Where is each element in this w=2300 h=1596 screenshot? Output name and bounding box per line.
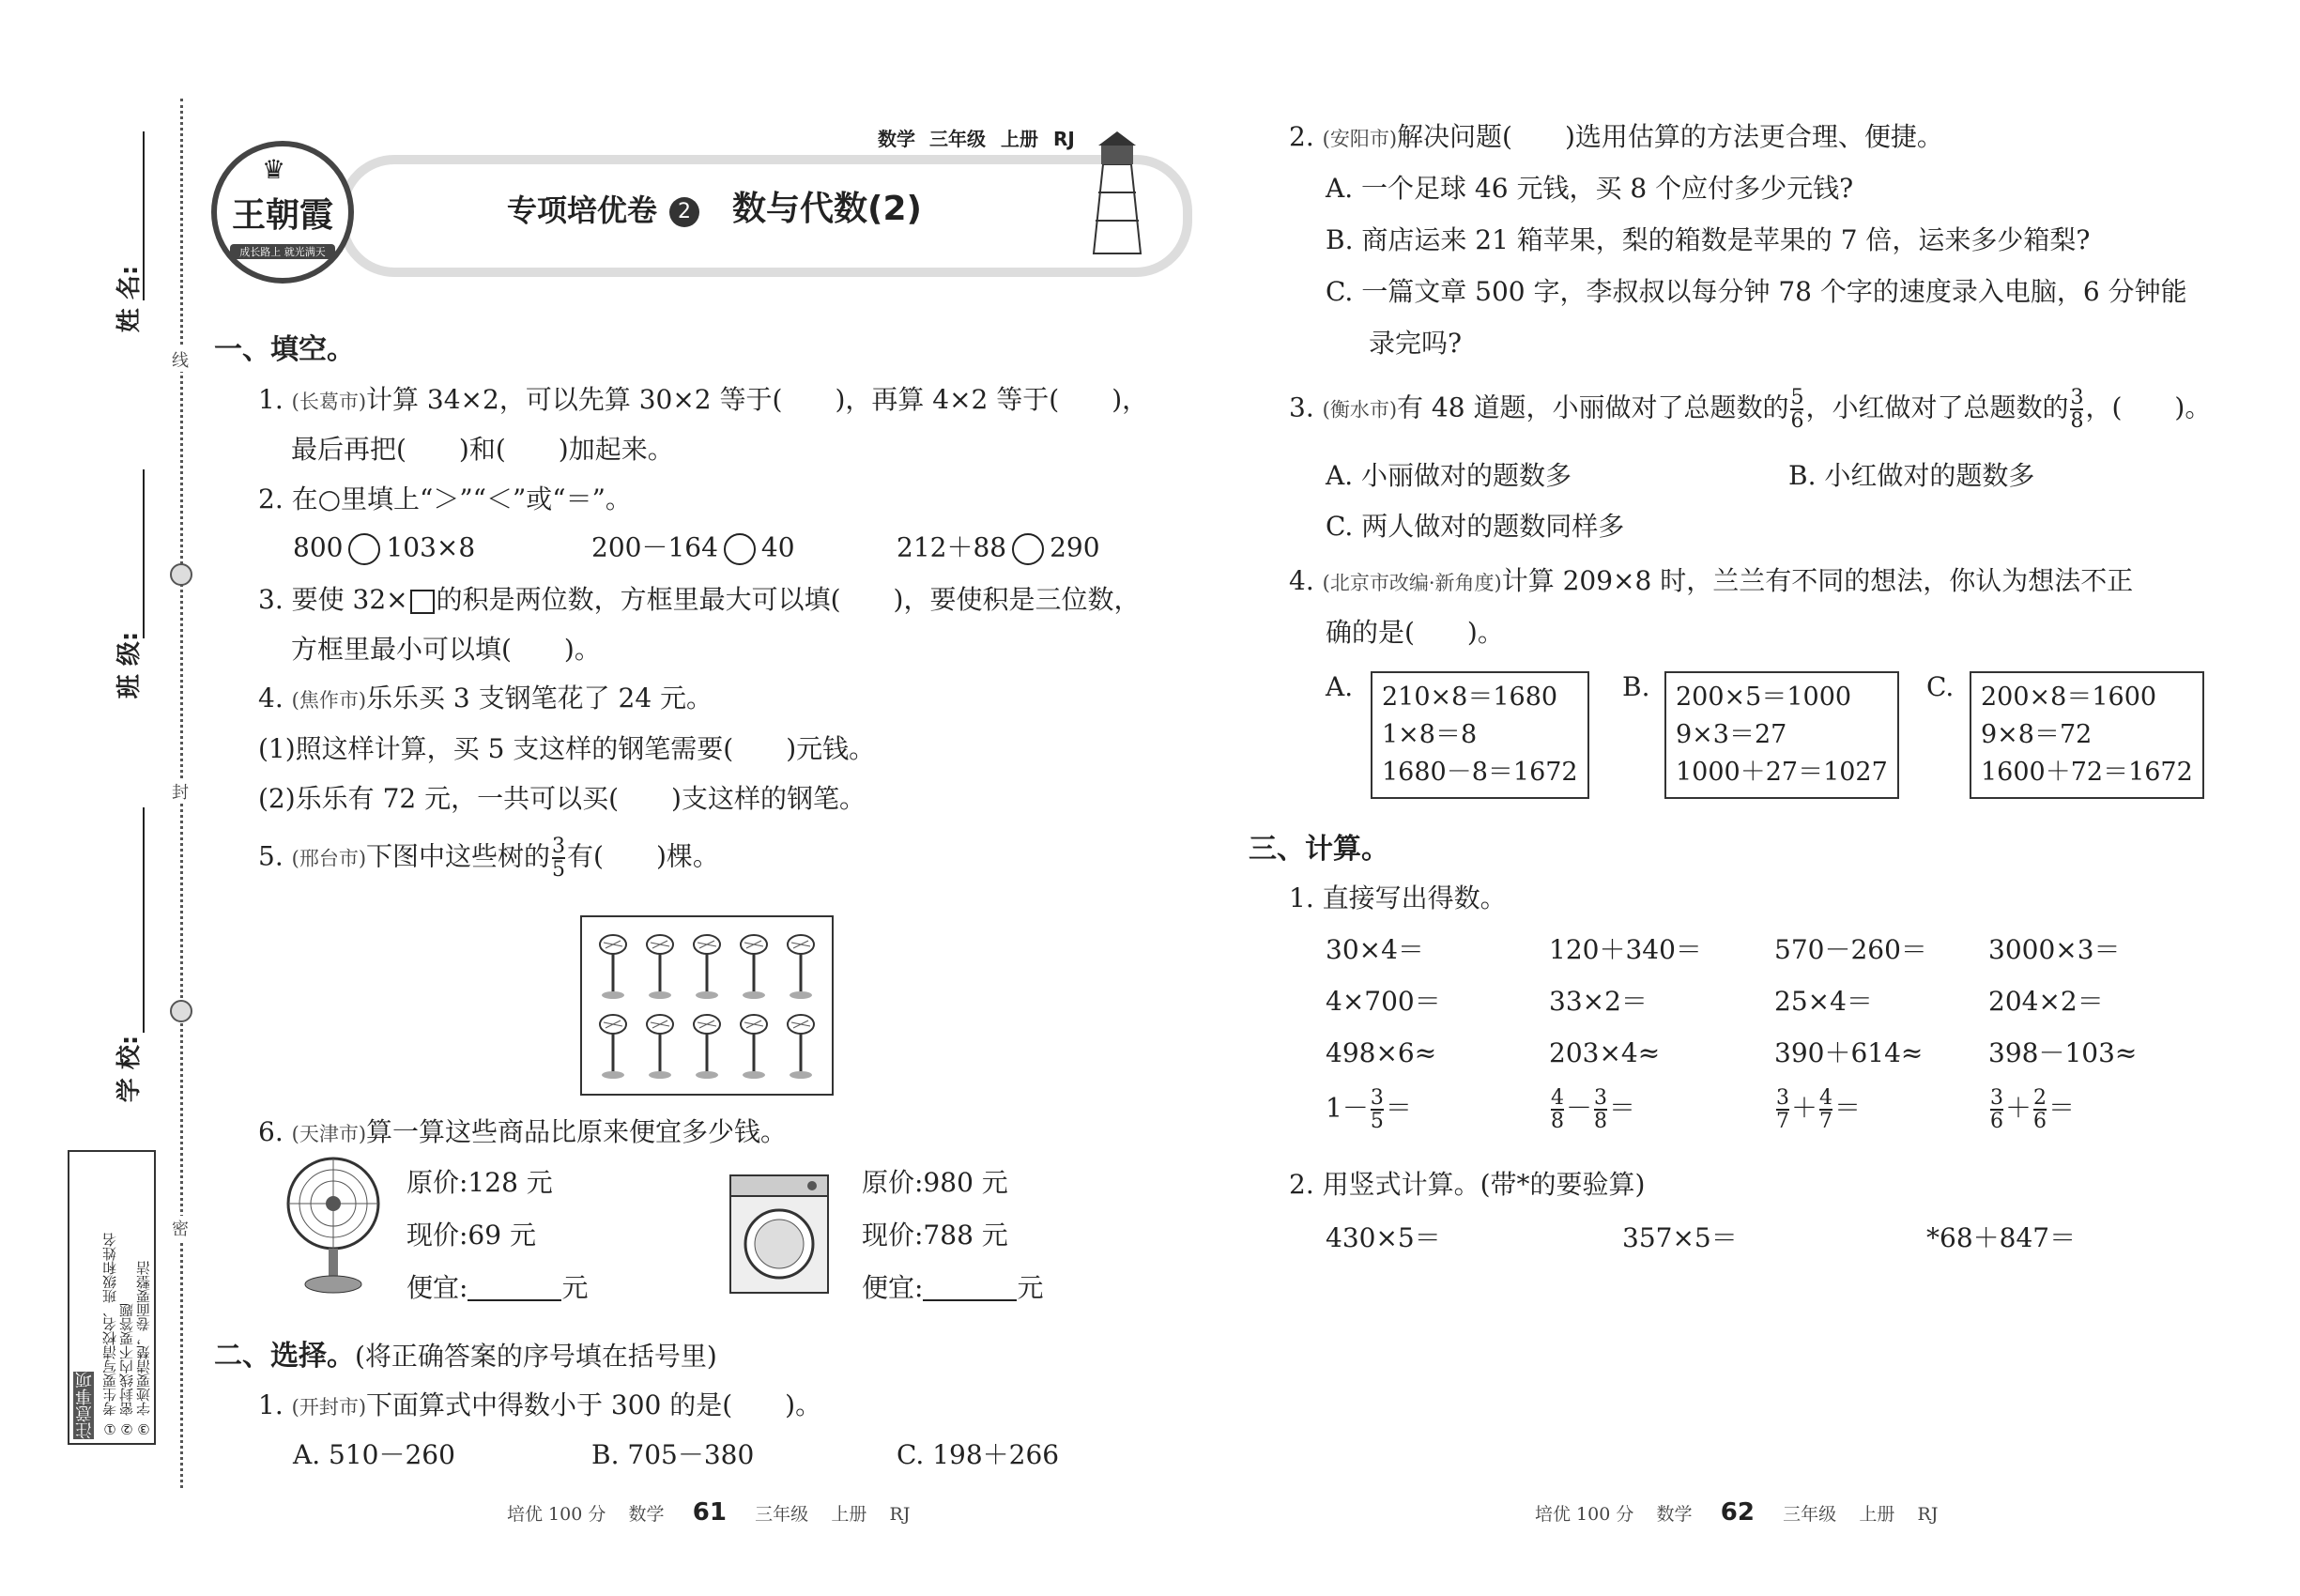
- footer-left-book: 培优 100 分: [507, 1504, 606, 1525]
- s3-option-a: A. 小丽做对的题数多: [1326, 460, 1572, 491]
- s1-num: 1.: [258, 1389, 284, 1420]
- frac-a: [1776, 1087, 1789, 1132]
- q2-text: 2. 在○里填上“＞”“＜”或“＝”。: [258, 483, 632, 514]
- q6-source: (天津市): [291, 1123, 367, 1145]
- tree-icon: [636, 927, 683, 1006]
- q5-text-b: 有( )棵。: [567, 840, 719, 872]
- tree-icon: [590, 1006, 636, 1086]
- frac-op: ＋: [1791, 1092, 1818, 1124]
- header-tag-term: 上册: [1001, 128, 1038, 150]
- tree-icon: [777, 927, 824, 1006]
- s4-text-a: 计算 209×8 时，兰兰有不同的想法，你认为想法不正: [1501, 565, 2134, 596]
- frac-den: 5: [1370, 1110, 1384, 1134]
- frac-num: 4: [1819, 1086, 1833, 1110]
- s2-num: 2.: [1289, 121, 1314, 152]
- q1-num: 1.: [258, 384, 284, 415]
- washer-save: [862, 1272, 1044, 1303]
- frac-b: [2033, 1087, 2047, 1132]
- s3-num: 3.: [1289, 391, 1314, 423]
- frac-den: 8: [1594, 1110, 1608, 1134]
- header-tag-subject: 数学: [878, 128, 915, 150]
- c1-r2-1: 4×700＝: [1326, 986, 1441, 1017]
- s3-fraction-2: [2070, 387, 2083, 432]
- q3-text-a2: 的积是两位数，方框里最大可以填( )，要使积是三位数，: [436, 584, 1141, 615]
- fan-save-label: 便宜:: [406, 1272, 468, 1303]
- q4-text: 乐乐买 3 支钢笔花了 24 元。: [366, 683, 713, 714]
- q5-num: 5.: [258, 840, 284, 872]
- brand-crown-icon: ♛: [262, 154, 286, 185]
- trees-grid: [590, 927, 824, 1086]
- fan-now-price: 现价:69 元: [406, 1220, 536, 1251]
- s4-box-a-line: 1×8＝8: [1382, 720, 1478, 749]
- page-title-num: 2: [678, 200, 691, 223]
- s3-f1-num: 5: [1790, 386, 1804, 409]
- q2-item-3-right: 290: [1050, 531, 1100, 563]
- tree-icon: [730, 1006, 777, 1086]
- frac-b: [1594, 1087, 1607, 1132]
- frac-num: 3: [1370, 1086, 1384, 1110]
- section-1-title: 一、填空。: [214, 333, 355, 366]
- brand-logo: [211, 141, 354, 284]
- s3-f1-den: 6: [1790, 409, 1804, 434]
- notes-title: 注意事项: [75, 1372, 95, 1439]
- class-line: [143, 469, 145, 638]
- fan-image: [282, 1155, 385, 1296]
- frac-op: ＋: [2005, 1092, 2032, 1124]
- c1-r1-4: 3000×3＝: [1988, 934, 2121, 965]
- footer-right: [1535, 1500, 1938, 1525]
- q5-frac-num: 3: [552, 835, 566, 858]
- footer-right-book: 培优 100 分: [1535, 1504, 1634, 1525]
- s4-source: (北京市改编·新角度): [1322, 572, 1502, 594]
- q3-text-a: [258, 584, 1141, 615]
- washer-orig-price: 原价:980 元: [862, 1167, 1008, 1198]
- section-2-title: [214, 1340, 717, 1373]
- c1-r3-4: 398－103≈: [1988, 1037, 2138, 1068]
- s1-source: (开封市): [291, 1396, 367, 1419]
- frac-a: [1551, 1087, 1564, 1132]
- c1-r2-4: 204×2＝: [1988, 986, 2104, 1017]
- frac-den: 8: [1551, 1110, 1564, 1134]
- q5-frac-den: 5: [552, 858, 566, 882]
- s4-box-b: [1664, 671, 1899, 799]
- q3-text-b: 方框里最小可以填( )。: [291, 634, 601, 665]
- washer-save-unit: 元: [1017, 1272, 1044, 1303]
- frac-whole: 1: [1326, 1092, 1342, 1124]
- tree-icon: [636, 1006, 683, 1086]
- s4-box-b-line: 1000＋27＝1027: [1676, 758, 1888, 787]
- trees-figure: [580, 915, 834, 1096]
- s2-option-a: A. 一个足球 46 元钱，买 8 个应付多少元钱?: [1326, 173, 1854, 204]
- s3: [1289, 387, 2211, 432]
- frac-op: －: [1566, 1092, 1593, 1124]
- c2-text: [1289, 1169, 1646, 1200]
- frac-den: 6: [1990, 1110, 2003, 1134]
- s1-option-b: B. 705－380: [591, 1439, 755, 1470]
- s4-box-c-line: 1600＋72＝1672: [1981, 758, 2193, 787]
- frac-num: 2: [2033, 1086, 2047, 1110]
- fan-save-unit: 元: [561, 1272, 589, 1303]
- c1-r1-3: 570－260＝: [1774, 934, 1927, 965]
- q6: [258, 1116, 788, 1147]
- s3-f2-num: 3: [2070, 386, 2084, 409]
- binding-mark-seal: 封: [172, 779, 189, 804]
- section-2-label: 二、选择。: [214, 1340, 355, 1373]
- frac-op: －: [1342, 1092, 1369, 1124]
- footer-right-term: 上册: [1859, 1504, 1895, 1525]
- lighthouse-icon: [1075, 127, 1159, 258]
- s3-text-c: ，( )。: [2085, 391, 2212, 423]
- q2-item-1: [293, 533, 475, 565]
- c1-r3-2: 203×4≈: [1549, 1037, 1661, 1068]
- fan-save-blank[interactable]: [468, 1279, 561, 1301]
- frac-num: 3: [1594, 1086, 1608, 1110]
- s4-box-c: [1970, 671, 2204, 799]
- s4-box-b-line: 200×5＝1000: [1676, 683, 1852, 712]
- footer-right-edition: RJ: [1917, 1504, 1939, 1525]
- s3-text-b: ，小红做对了总题数的: [1805, 391, 2069, 423]
- s4-box-b-line: 9×3＝27: [1676, 720, 1787, 749]
- c1-r2-2: 33×2＝: [1549, 986, 1648, 1017]
- s2-option-b: B. 商店运来 21 箱苹果，梨的箱数是苹果的 7 倍，运来多少箱梨?: [1326, 224, 2091, 255]
- c2-item-1: 430×5＝: [1326, 1222, 1441, 1253]
- q2-item-3-left: 212＋88: [897, 531, 1007, 563]
- q2-item-1-left: 800: [293, 531, 344, 563]
- tree-icon: [683, 1006, 730, 1086]
- notes-item-3: ③ 字迹要清楚，卷面要整洁: [135, 1261, 152, 1437]
- s2-option-c: C. 一篇文章 500 字，李叔叔以每分钟 78 个字的速度录入电脑，6 分钟能: [1326, 276, 2187, 307]
- s4-box-c-label: C.: [1926, 671, 1955, 702]
- c2-item-2: 357×5＝: [1622, 1222, 1738, 1253]
- q5-source: (邢台市): [291, 847, 367, 870]
- page-title-prefix: 专项培优卷: [507, 192, 658, 228]
- s4-box-a-line: 1680－8＝1672: [1382, 758, 1578, 787]
- notes-box: [68, 1150, 156, 1445]
- frac-eq: ＝: [1834, 1092, 1862, 1124]
- s1: [258, 1389, 822, 1420]
- c1-r3-3: 390＋614≈: [1774, 1037, 1924, 1068]
- frac-num: 3: [1776, 1086, 1789, 1110]
- s2-source: (安阳市): [1322, 128, 1398, 150]
- s3-option-c: C. 两人做对的题数同样多: [1326, 511, 1625, 542]
- page-title-badge: [669, 197, 699, 227]
- tree-icon: [683, 927, 730, 1006]
- tree-icon: [777, 1006, 824, 1086]
- q4-sub-2: (2)乐乐有 72 元，一共可以买( )支这样的钢笔。: [258, 783, 866, 814]
- brand-name: 王朝霞: [231, 195, 333, 235]
- frac-num: 3: [1990, 1086, 2003, 1110]
- s3-option-b: B. 小红做对的题数多: [1788, 460, 2035, 491]
- s4-box-a-line: 210×8＝1680: [1382, 683, 1558, 712]
- s1-text: 下面算式中得数小于 300 的是( )。: [366, 1389, 822, 1420]
- tree-icon: [590, 927, 636, 1006]
- c1-text: 1. 直接写出得数。: [1289, 882, 1507, 913]
- c2-item-3: *68＋847＝: [1926, 1222, 2077, 1253]
- header-tag-edition: RJ: [1053, 128, 1075, 150]
- q4-sub-1: (1)照这样计算，买 5 支这样的钢笔需要( )元钱。: [258, 733, 876, 764]
- s3-fraction-1: [1790, 387, 1803, 432]
- washer-now-price: 现价:788 元: [862, 1220, 1008, 1251]
- footer-left-term: 上册: [831, 1504, 867, 1525]
- compare-circle[interactable]: [1012, 533, 1044, 565]
- q1-source: (长葛市): [291, 391, 367, 413]
- binding-mark-line: 线: [172, 347, 189, 372]
- footer-left-edition: RJ: [889, 1504, 911, 1525]
- notes-item-2: ② 密封线内不要答题: [118, 1303, 135, 1437]
- q2-item-2-right: 40: [760, 531, 795, 563]
- header-tag-grade: 三年级: [929, 128, 986, 150]
- s3-text-a: 有 48 道题，小丽做对了总题数的: [1397, 391, 1789, 423]
- q1-text-b: 最后再把( )和( )加起来。: [291, 434, 674, 465]
- binding-class-label: 班 级:: [115, 631, 145, 699]
- q5: [258, 836, 719, 881]
- q5-fraction: [552, 836, 565, 881]
- frac-eq: ＝: [1609, 1092, 1636, 1124]
- s1-option-c: C. 198＋266: [897, 1439, 1060, 1470]
- q2-item-3: [897, 533, 1100, 565]
- footer-left: [507, 1500, 910, 1525]
- frac-eq: ＝: [1385, 1092, 1412, 1124]
- school-line: [143, 807, 145, 1033]
- c1-r4-4: [1988, 1087, 2075, 1132]
- washing-machine-image: [723, 1164, 836, 1296]
- q6-text: 算一算这些商品比原来便宜多少钱。: [366, 1116, 788, 1147]
- c2-note: (带*的要验算): [1480, 1169, 1646, 1200]
- compare-circle[interactable]: [348, 533, 380, 565]
- s4-box-c-line: 9×8＝72: [1981, 720, 2093, 749]
- s4-box-a: [1371, 671, 1589, 799]
- s4-num: 4.: [1289, 565, 1314, 596]
- s4-box-c-line: 200×8＝1600: [1981, 683, 2157, 712]
- binding-mark-secret: 密: [172, 1216, 189, 1240]
- s4-text-b: 确的是( )。: [1326, 617, 1504, 648]
- footer-left-grade: 三年级: [755, 1504, 809, 1525]
- binding-name-label: 姓 名:: [115, 265, 145, 333]
- s1-option-a: A. 510－260: [293, 1439, 455, 1470]
- c2-label: 2. 用竖式计算。: [1289, 1169, 1480, 1200]
- q4-source: (焦作市): [291, 689, 367, 712]
- section-3-title: 三、计算。: [1249, 833, 1389, 866]
- fan-save: [406, 1272, 589, 1303]
- frac-num: 4: [1551, 1086, 1564, 1110]
- frac-b: [1819, 1087, 1832, 1132]
- q6-num: 6.: [258, 1116, 284, 1147]
- frac-den: 7: [1776, 1110, 1789, 1134]
- s3-source: (衡水市): [1322, 398, 1398, 422]
- q2-item-1-right: 103×8: [386, 531, 476, 563]
- footer-right-subject: 数学: [1656, 1504, 1693, 1525]
- q2-item-2-left: 200－164: [591, 531, 718, 563]
- c1-r3-1: 498×6≈: [1326, 1037, 1437, 1068]
- frac-a: [1990, 1087, 2003, 1132]
- s2-text: 解决问题( )选用估算的方法更合理、便捷。: [1397, 121, 1943, 152]
- brand-tag: 成长路上 就光满天: [230, 244, 335, 259]
- q3-text-a1: 3. 要使 32×: [258, 584, 408, 615]
- s4: [1289, 565, 2134, 596]
- s2-option-c-cont: 录完吗?: [1369, 328, 1463, 359]
- footer-left-subject: 数学: [628, 1504, 665, 1525]
- washer-save-blank[interactable]: [923, 1279, 1017, 1301]
- q1-text-a: 计算 34×2，可以先算 30×2 等于( )，再算 4×2 等于( )，: [366, 384, 1149, 415]
- frac-eq: ＝: [2048, 1092, 2076, 1124]
- footer-left-page: 61: [692, 1498, 727, 1527]
- notes-item-1: ① 考生要写清校名、班级和姓名: [101, 1233, 118, 1437]
- c1-r1-2: 120＋340＝: [1549, 934, 1702, 965]
- footer-right-page: 62: [1720, 1498, 1755, 1527]
- q4: [258, 685, 713, 712]
- c1-r1-1: 30×4＝: [1326, 934, 1424, 965]
- section-2-note: (将正确答案的序号填在括号里): [355, 1341, 717, 1372]
- s2: [1289, 121, 1943, 152]
- q5-text-a: 下图中这些树的: [366, 840, 551, 872]
- c1-r4-3: [1774, 1087, 1861, 1132]
- s3-f2-den: 8: [2070, 409, 2084, 434]
- binding-seal-icon-2: [170, 1000, 192, 1022]
- fan-orig-price: 原价:128 元: [406, 1167, 553, 1198]
- c1-r4-2: [1549, 1087, 1635, 1132]
- tree-icon: [730, 927, 777, 1006]
- c1-r2-3: 25×4＝: [1774, 986, 1873, 1017]
- frac-den: 6: [2033, 1110, 2047, 1134]
- c1-r4-1: [1326, 1087, 1412, 1132]
- q2-item-2: [591, 533, 795, 565]
- binding-seal-icon: [170, 563, 192, 586]
- compare-circle[interactable]: [724, 533, 756, 565]
- q4-num: 4.: [258, 683, 284, 714]
- page-title-main: 数与代数(2): [732, 190, 922, 228]
- frac-den: 7: [1819, 1110, 1833, 1134]
- washer-save-label: 便宜:: [862, 1272, 924, 1303]
- binding-school-label: 学 校:: [115, 1035, 145, 1103]
- frac-b: [1371, 1087, 1384, 1132]
- q1: [258, 384, 1149, 415]
- footer-right-grade: 三年级: [1783, 1504, 1837, 1525]
- blank-square[interactable]: [410, 590, 435, 614]
- s4-box-b-label: B.: [1622, 671, 1650, 702]
- s4-box-a-label: A.: [1326, 671, 1354, 702]
